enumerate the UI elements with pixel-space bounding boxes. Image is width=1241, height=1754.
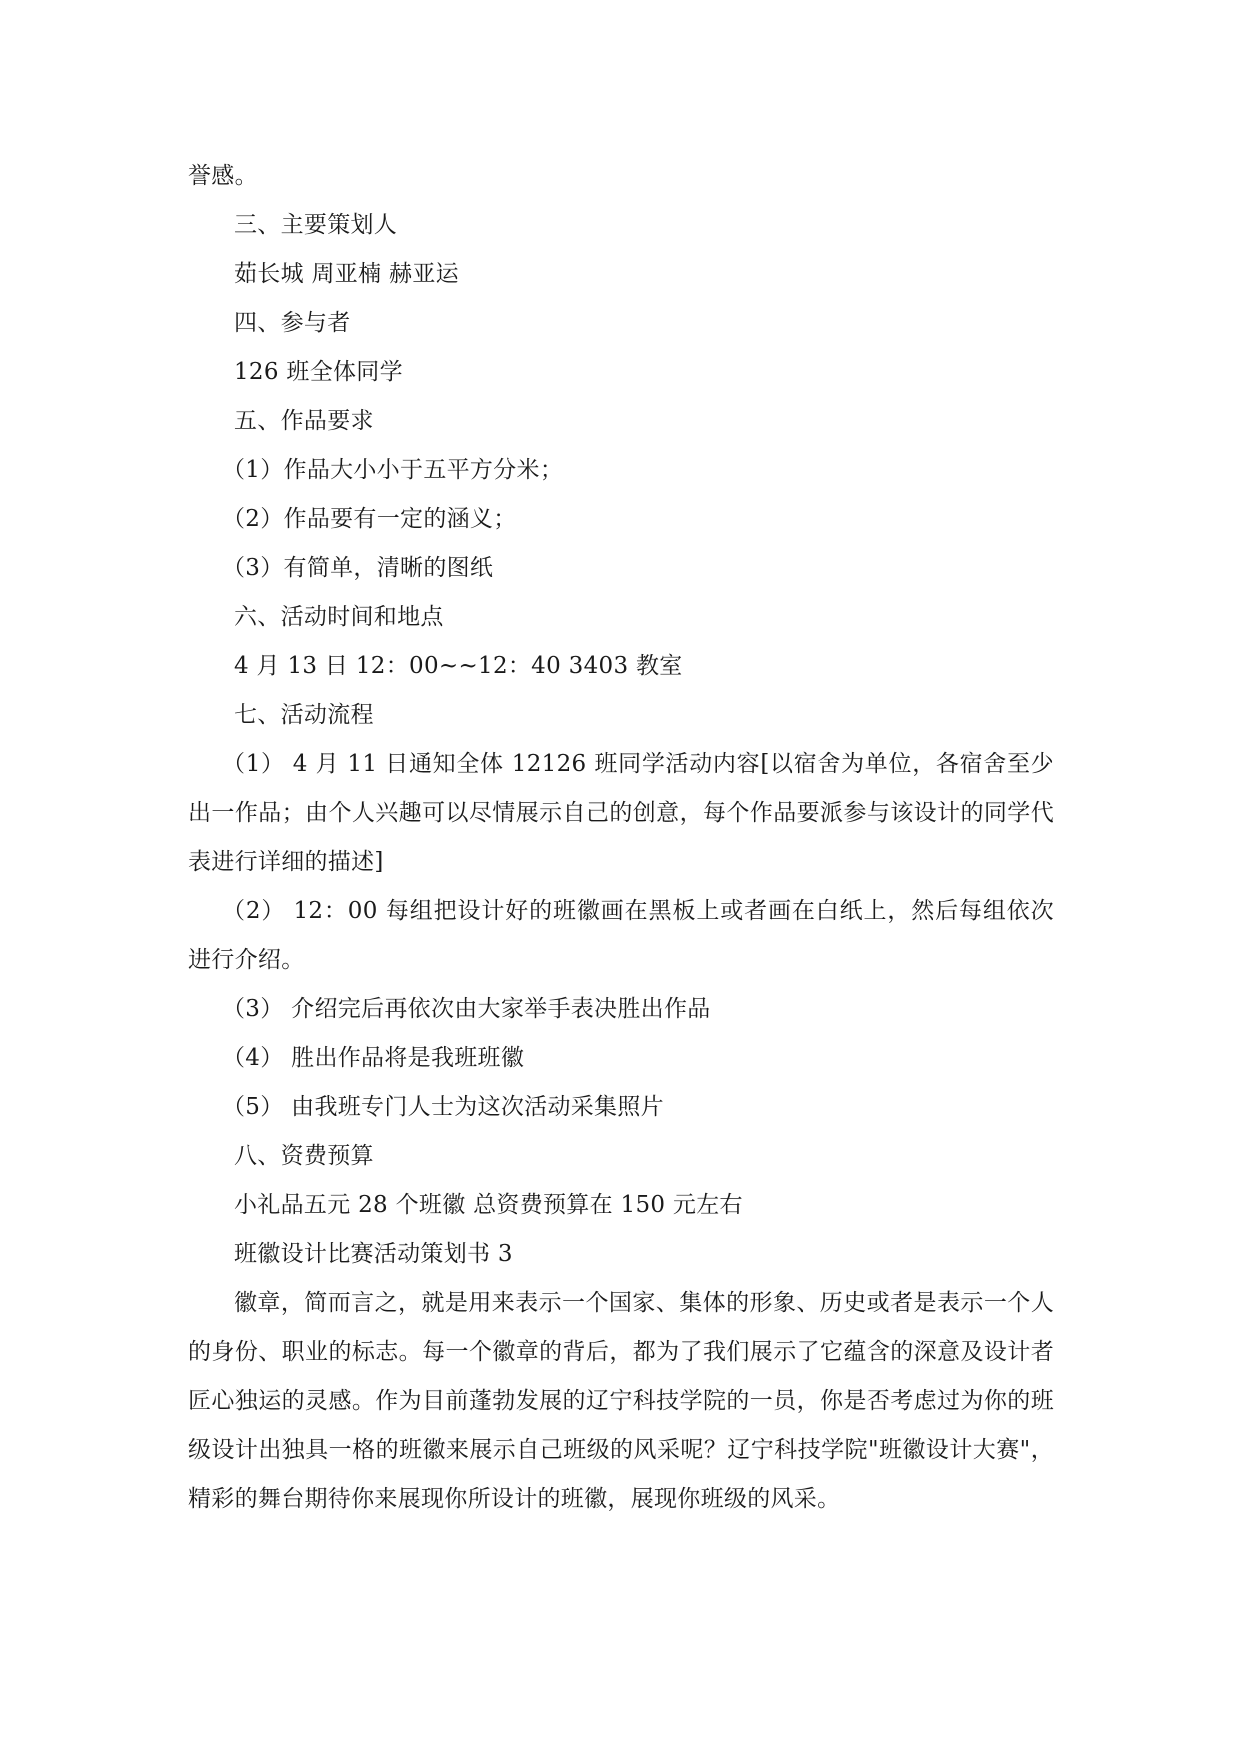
process-item-4: （4） 胜出作品将是我班班徽 [222,1045,525,1071]
document-3-title: 班徽设计比赛活动策划书 3 [234,1241,513,1267]
document-3-intro-paragraph: 徽章，简而言之，就是用来表示一个国家、集体的形象、历史或者是表示一个人的身份、职业的标志。每一个徽章的背后，都为了我们展示了它蕴含的深意及设计者匠心独运的灵感。作为目前蓬勃发展的辽宁科技学院的一员，你是否考虑过为你的班级设计出独具一格的班徽来展示自己班级的风采呢？辽宁科技学院"班徽设计大赛"，精彩的舞台期待你来展现你所设计的班徽，展现你班级的风采。 [188,1290,1054,1512]
participants-text: 126 班全体同学 [234,359,403,385]
requirement-item-2: （2）作品要有一定的涵义； [222,506,517,532]
section-heading-budget: 八、资费预算 [234,1143,374,1169]
budget-text: 小礼品五元 28 个班徽 总资费预算在 150 元左右 [234,1192,743,1218]
section-heading-participants: 四、参与者 [234,310,351,336]
requirement-item-1: （1）作品大小小于五平方分米； [222,457,564,483]
section-heading-planners: 三、主要策划人 [234,212,398,238]
process-item-1: （1） 4 月 11 日通知全体 12126 班同学活动内容[以宿舍为单位，各宿舍至少出一作品；由个人兴趣可以尽情展示自己的创意，每个作品要派参与该设计的同学代表进行详细的描述] [188,751,1054,875]
section-heading-time-place: 六、活动时间和地点 [234,604,444,630]
paragraph-continuation: 誉感。 [188,163,258,189]
process-item-3: （3） 介绍完后再依次由大家举手表决胜出作品 [222,996,711,1022]
section-heading-process: 七、活动流程 [234,702,374,728]
process-item-2: （2） 12：00 每组把设计好的班徽画在黑板上或者画在白纸上，然后每组依次进行介绍。 [188,898,1054,973]
planners-names: 茹长城 周亚楠 赫亚运 [234,261,459,287]
requirement-item-3: （3）有简单，清晰的图纸 [222,555,494,581]
document-body [188,152,1054,1524]
time-place-text: 4 月 13 日 12：00~~12：40 3403 教室 [234,653,683,679]
process-item-5: （5） 由我班专门人士为这次活动采集照片 [222,1094,664,1120]
section-heading-requirements: 五、作品要求 [234,408,374,434]
